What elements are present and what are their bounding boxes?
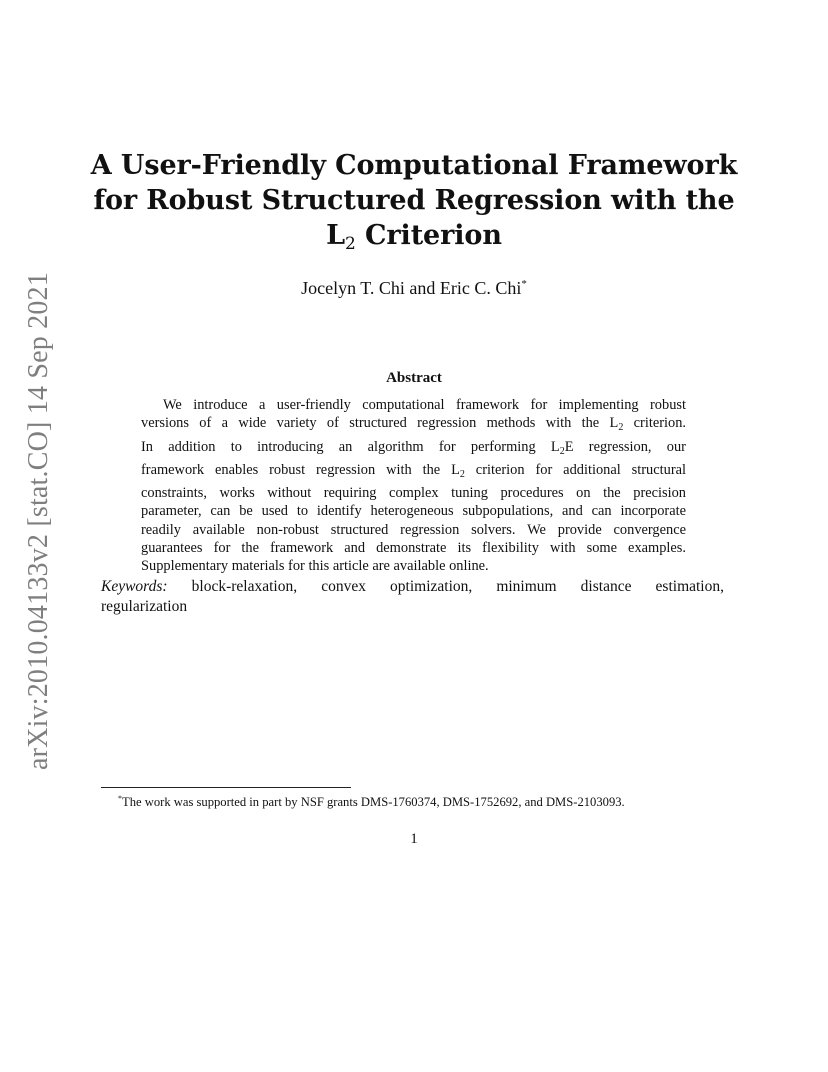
abstract-line-4 [141, 461, 686, 484]
abstract-line-1: We introduce a user-friendly computational framework for implementing robust [163, 397, 686, 413]
keywords-list: block-relaxation, convex optimization, minimum distance estimation, [191, 578, 724, 595]
keywords-line-2: regularization [101, 598, 188, 615]
abstract-line-9: Supplementary materials for this article are available online. [141, 558, 489, 575]
keywords-label: Keywords: [101, 578, 168, 595]
abstract-line-3-text: In addition to introducing an algorithm for performing L [141, 438, 560, 455]
abstract-line-2-sub: 2 [618, 422, 624, 434]
footnote-mark: * [118, 794, 122, 803]
author-footnote-mark: * [521, 278, 527, 290]
abstract-line-6: parameter, can be used to identify heterogeneous subpopulations, and can incorporate [141, 503, 686, 520]
footnote-text: The work was supported in part by NSF grants DMS-1760374, DMS-1752692, and DMS-2103093. [122, 795, 625, 809]
abstract-line-3-tail: E regression, our [564, 438, 686, 455]
title-l-symbol: L [326, 220, 345, 251]
title-line-3 [80, 218, 748, 262]
abstract-line-2-tail: criterion. [623, 415, 686, 432]
abstract-line-4-text: framework enables robust regression with the L [141, 461, 460, 478]
footnote-divider [101, 787, 351, 788]
page-number: 1 [410, 831, 418, 847]
abstract-line-7: readily available non-robust structured regression solvers. We provide convergence [141, 521, 686, 538]
author-names: Jocelyn T. Chi and Eric C. Chi [301, 278, 522, 298]
abstract-heading: Abstract [386, 370, 442, 386]
paper-title [80, 148, 748, 262]
keywords-section [101, 577, 724, 617]
funding-footnote [118, 791, 728, 810]
title-criterion: Criterion [355, 220, 502, 251]
title-line-2: for Robust Structured Regression with the [93, 185, 735, 216]
abstract-body [141, 396, 686, 576]
title-line-1: A User-Friendly Computational Framework [90, 150, 738, 181]
abstract-line-4-tail: criterion for additional structural [464, 461, 686, 478]
author-line [80, 272, 748, 300]
abstract-line-8: guarantees for the framework and demonstrate its flexibility with some examples. [141, 540, 686, 557]
arxiv-identifier-stamp: arXiv:2010.04133v2 [stat.CO] 14 Sep 2021 [23, 272, 54, 770]
keywords-line-1 [101, 577, 724, 597]
abstract-line-2-text: versions of a wide variety of structured regression methods with the L [141, 415, 619, 432]
abstract-line-4-sub: 2 [459, 468, 465, 480]
abstract-line-5: constraints, works without requiring complex tuning procedures on the precision [141, 485, 686, 502]
abstract-line-3 [141, 438, 686, 461]
title-subscript: 2 [345, 234, 356, 254]
abstract-line-3-sub: 2 [559, 445, 565, 457]
abstract-line-2 [141, 414, 686, 437]
